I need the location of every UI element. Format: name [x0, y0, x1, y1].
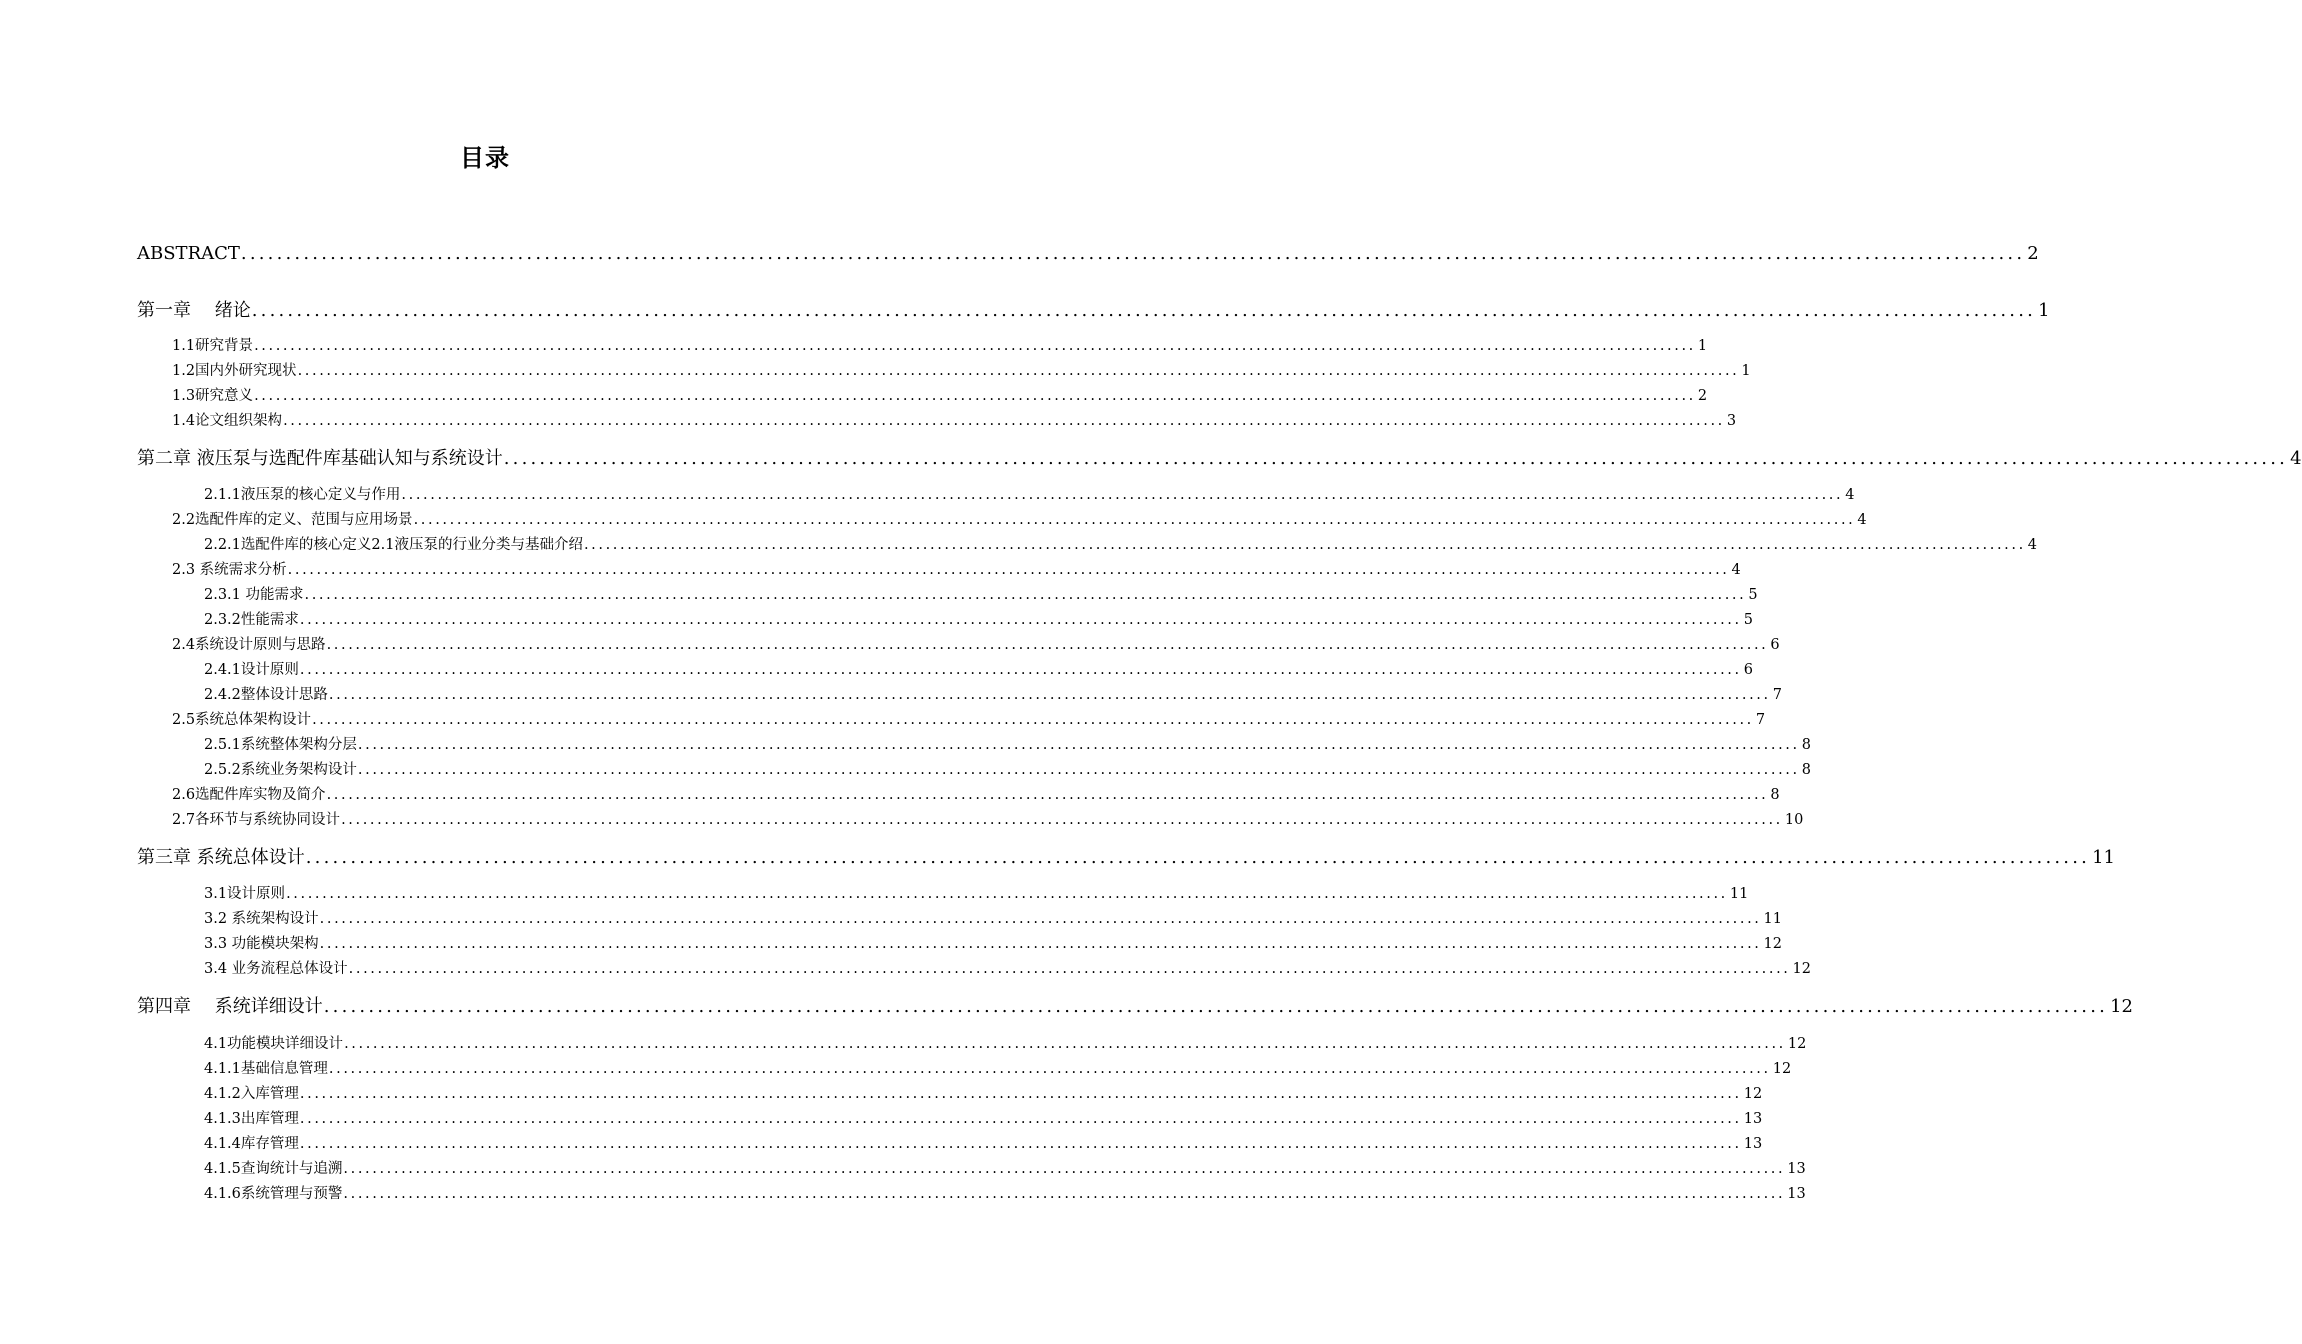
- toc-section-entry[interactable]: [204, 683, 1782, 704]
- dot-leader: ........................................................................................................................................................................................................: [401, 487, 1844, 503]
- toc-page-number: 11: [2092, 847, 2115, 868]
- toc-entry-label: 2.5.2系统业务架构设计: [204, 762, 357, 778]
- toc-section-entry[interactable]: [204, 1132, 1763, 1153]
- toc-entry-label: 3.4 业务流程总体设计: [204, 961, 348, 977]
- toc-entry-label: 2.7各环节与系统协同设计: [172, 812, 341, 828]
- dot-leader: ........................................................................................................................................................................................................: [344, 1036, 1786, 1052]
- toc-section-entry[interactable]: [204, 1032, 1807, 1053]
- toc-page-number: 6: [1770, 637, 1780, 653]
- toc-section-entry[interactable]: [172, 384, 1708, 405]
- toc-entry-label: 2.1.1液压泵的核心定义与作用: [204, 487, 401, 503]
- toc-section-entry[interactable]: [172, 508, 1867, 529]
- dot-leader: ........................................................................................................................................................................................................: [583, 537, 2026, 553]
- toc-section-entry[interactable]: [204, 1057, 1792, 1078]
- toc-page-number: 12: [2110, 996, 2133, 1017]
- toc-section-entry[interactable]: [204, 483, 1855, 504]
- toc-section-entry[interactable]: [172, 334, 1708, 355]
- toc-page-number: 2: [1697, 388, 1708, 404]
- toc-chapter-entry[interactable]: [137, 243, 2039, 264]
- toc-page-number: 12: [1772, 1061, 1792, 1077]
- dot-leader: ........................................................................................................................................................................................................: [304, 587, 1747, 603]
- toc-section-entry[interactable]: [204, 1107, 1763, 1128]
- toc-section-entry[interactable]: [172, 359, 1751, 380]
- toc-entry-label: 3.3 功能模块架构: [204, 936, 319, 952]
- toc-page-number: 4: [2027, 537, 2038, 553]
- dot-leader: ........................................................................................................................................................................................................: [305, 847, 2091, 868]
- toc-entry-label: 2.2.1选配件库的核心定义2.1液压泵的行业分类与基础介绍: [204, 537, 583, 553]
- toc-entry-label: 4.1.4库存管理: [204, 1136, 299, 1152]
- toc-page-number: 13: [1743, 1136, 1763, 1152]
- dot-leader: ........................................................................................................................................................................................................: [357, 737, 1800, 753]
- dot-leader: ........................................................................................................................................................................................................: [240, 243, 2026, 264]
- dot-leader: ........................................................................................................................................................................................................: [319, 936, 1762, 952]
- toc-page-number: 13: [1743, 1111, 1763, 1127]
- toc-title: 目录: [460, 144, 510, 172]
- toc-section-entry[interactable]: [172, 783, 1780, 804]
- toc-entry-label: 第四章 系统详细设计: [137, 996, 323, 1017]
- toc-entry-label: 2.4系统设计原则与思路: [172, 637, 326, 653]
- dot-leader: ........................................................................................................................................................................................................: [283, 413, 1725, 429]
- toc-page-number: 2: [2027, 243, 2039, 264]
- toc-page-number: 8: [1801, 737, 1811, 753]
- toc-entry-label: 4.1功能模块详细设计: [204, 1036, 344, 1052]
- toc-entry-label: 3.1设计原则: [204, 886, 286, 902]
- dot-leader: ........................................................................................................................................................................................................: [341, 812, 1783, 828]
- toc-section-entry[interactable]: [172, 409, 1737, 430]
- toc-chapter-entry[interactable]: [137, 843, 2115, 869]
- toc-page-number: 6: [1743, 662, 1753, 678]
- toc-section-entry[interactable]: [204, 1182, 1806, 1203]
- toc-page-number: 5: [1743, 612, 1753, 628]
- dot-leader: ........................................................................................................................................................................................................: [251, 300, 2037, 321]
- toc-entry-label: 2.4.2整体设计思路: [204, 687, 328, 703]
- dot-leader: ........................................................................................................................................................................................................: [357, 762, 1800, 778]
- toc-section-entry[interactable]: [204, 758, 1811, 779]
- toc-section-entry[interactable]: [204, 533, 2038, 554]
- dot-leader: ........................................................................................................................................................................................................: [326, 637, 1769, 653]
- toc-page-number: 12: [1743, 1086, 1763, 1102]
- toc-page-number: 1: [1741, 363, 1751, 379]
- toc-page-number: 11: [1763, 911, 1782, 927]
- toc-entry-label: 1.1研究背景: [172, 338, 254, 354]
- toc-entry-label: 2.4.1设计原则: [204, 662, 299, 678]
- dot-leader: ........................................................................................................................................................................................................: [254, 338, 1696, 354]
- toc-page-number: 4: [1857, 512, 1867, 528]
- toc-entry-label: 1.4论文组织架构: [172, 413, 283, 429]
- toc-section-entry[interactable]: [172, 558, 1741, 579]
- dot-leader: ........................................................................................................................................................................................................: [343, 1161, 1786, 1177]
- dot-leader: ........................................................................................................................................................................................................: [254, 388, 1696, 404]
- toc-page-number: 13: [1787, 1186, 1806, 1202]
- toc-section-entry[interactable]: [204, 932, 1782, 953]
- toc-section-entry[interactable]: [204, 608, 1753, 629]
- toc-page-number: 5: [1748, 587, 1758, 603]
- toc-entry-label: 4.1.3出库管理: [204, 1111, 299, 1127]
- toc-page-number: 10: [1784, 812, 1804, 828]
- toc-section-entry[interactable]: [204, 907, 1782, 928]
- toc-page-number: 7: [1772, 687, 1782, 703]
- dot-leader: ........................................................................................................................................................................................................: [319, 911, 1762, 927]
- dot-leader: ........................................................................................................................................................................................................: [286, 886, 1728, 902]
- toc-section-entry[interactable]: [172, 808, 1804, 829]
- toc-chapter-entry[interactable]: [137, 444, 2302, 470]
- toc-page-number: 12: [1763, 936, 1782, 952]
- toc-page-number: 7: [1755, 712, 1766, 728]
- toc-entry-label: 2.2选配件库的定义、范围与应用场景: [172, 512, 413, 528]
- dot-leader: ........................................................................................................................................................................................................: [297, 363, 1740, 379]
- toc-entry-label: 2.3 系统需求分析: [172, 562, 287, 578]
- toc-section-entry[interactable]: [204, 1082, 1763, 1103]
- dot-leader: ........................................................................................................................................................................................................: [328, 1061, 1771, 1077]
- toc-page-number: 8: [1770, 787, 1780, 803]
- toc-entry-label: 1.3研究意义: [172, 388, 254, 404]
- toc-entry-label: 2.3.1 功能需求: [204, 587, 304, 603]
- toc-entry-label: 第三章 系统总体设计: [137, 847, 305, 868]
- toc-entry-label: 2.3.2性能需求: [204, 612, 299, 628]
- dot-leader: ........................................................................................................................................................................................................: [299, 612, 1742, 628]
- toc-entry-label: 4.1.1基础信息管理: [204, 1061, 328, 1077]
- toc-page-number: 4: [1731, 562, 1741, 578]
- toc-entry-label: 2.6选配件库实物及简介: [172, 787, 326, 803]
- toc-page-number: 1: [2038, 300, 2050, 321]
- toc-page-number: 4: [2290, 448, 2302, 469]
- toc-page-number: 1: [1697, 338, 1708, 354]
- toc-page-number: 12: [1787, 1036, 1807, 1052]
- toc-section-entry[interactable]: [204, 733, 1811, 754]
- toc-page-number: 4: [1845, 487, 1855, 503]
- dot-leader: ........................................................................................................................................................................................................: [299, 1086, 1742, 1102]
- dot-leader: ........................................................................................................................................................................................................: [299, 1111, 1742, 1127]
- toc-chapter-entry[interactable]: [137, 992, 2133, 1018]
- toc-entry-label: 第一章 绪论: [137, 300, 251, 321]
- toc-page-number: 12: [1792, 961, 1811, 977]
- dot-leader: ........................................................................................................................................................................................................: [287, 562, 1730, 578]
- dot-leader: ........................................................................................................................................................................................................: [343, 1186, 1786, 1202]
- toc-entry-label: 2.5系统总体架构设计: [172, 712, 312, 728]
- dot-leader: ........................................................................................................................................................................................................: [326, 787, 1769, 803]
- toc-section-entry[interactable]: [204, 583, 1758, 604]
- dot-leader: ........................................................................................................................................................................................................: [503, 448, 2289, 469]
- toc-entry-label: 第二章 液压泵与选配件库基础认知与系统设计: [137, 448, 503, 469]
- toc-entry-label: 1.2国内外研究现状: [172, 363, 297, 379]
- toc-page-number: 8: [1801, 762, 1811, 778]
- toc-section-entry[interactable]: [204, 1157, 1806, 1178]
- dot-leader: ........................................................................................................................................................................................................: [413, 512, 1856, 528]
- toc-entry-label: 4.1.2入库管理: [204, 1086, 299, 1102]
- toc-section-entry[interactable]: [172, 633, 1780, 654]
- toc-page-number: 13: [1787, 1161, 1806, 1177]
- dot-leader: ........................................................................................................................................................................................................: [312, 712, 1754, 728]
- dot-leader: ........................................................................................................................................................................................................: [323, 996, 2109, 1017]
- toc-section-entry[interactable]: [204, 658, 1753, 679]
- toc-page-number: 3: [1726, 413, 1737, 429]
- toc-entry-label: 4.1.5查询统计与追溯: [204, 1161, 343, 1177]
- dot-leader: ........................................................................................................................................................................................................: [348, 961, 1791, 977]
- toc-section-entry[interactable]: [172, 708, 1766, 729]
- toc-chapter-entry[interactable]: [137, 296, 2050, 322]
- toc-section-entry[interactable]: [204, 882, 1749, 903]
- dot-leader: ........................................................................................................................................................................................................: [299, 662, 1742, 678]
- dot-leader: ........................................................................................................................................................................................................: [328, 687, 1771, 703]
- toc-page-number: 11: [1729, 886, 1749, 902]
- dot-leader: ........................................................................................................................................................................................................: [299, 1136, 1742, 1152]
- toc-entry-label: ABSTRACT: [137, 243, 240, 264]
- toc-entry-label: 3.2 系统架构设计: [204, 911, 319, 927]
- toc-section-entry[interactable]: [204, 957, 1811, 978]
- toc-entry-label: 2.5.1系统整体架构分层: [204, 737, 357, 753]
- toc-entry-label: 4.1.6系统管理与预警: [204, 1186, 343, 1202]
